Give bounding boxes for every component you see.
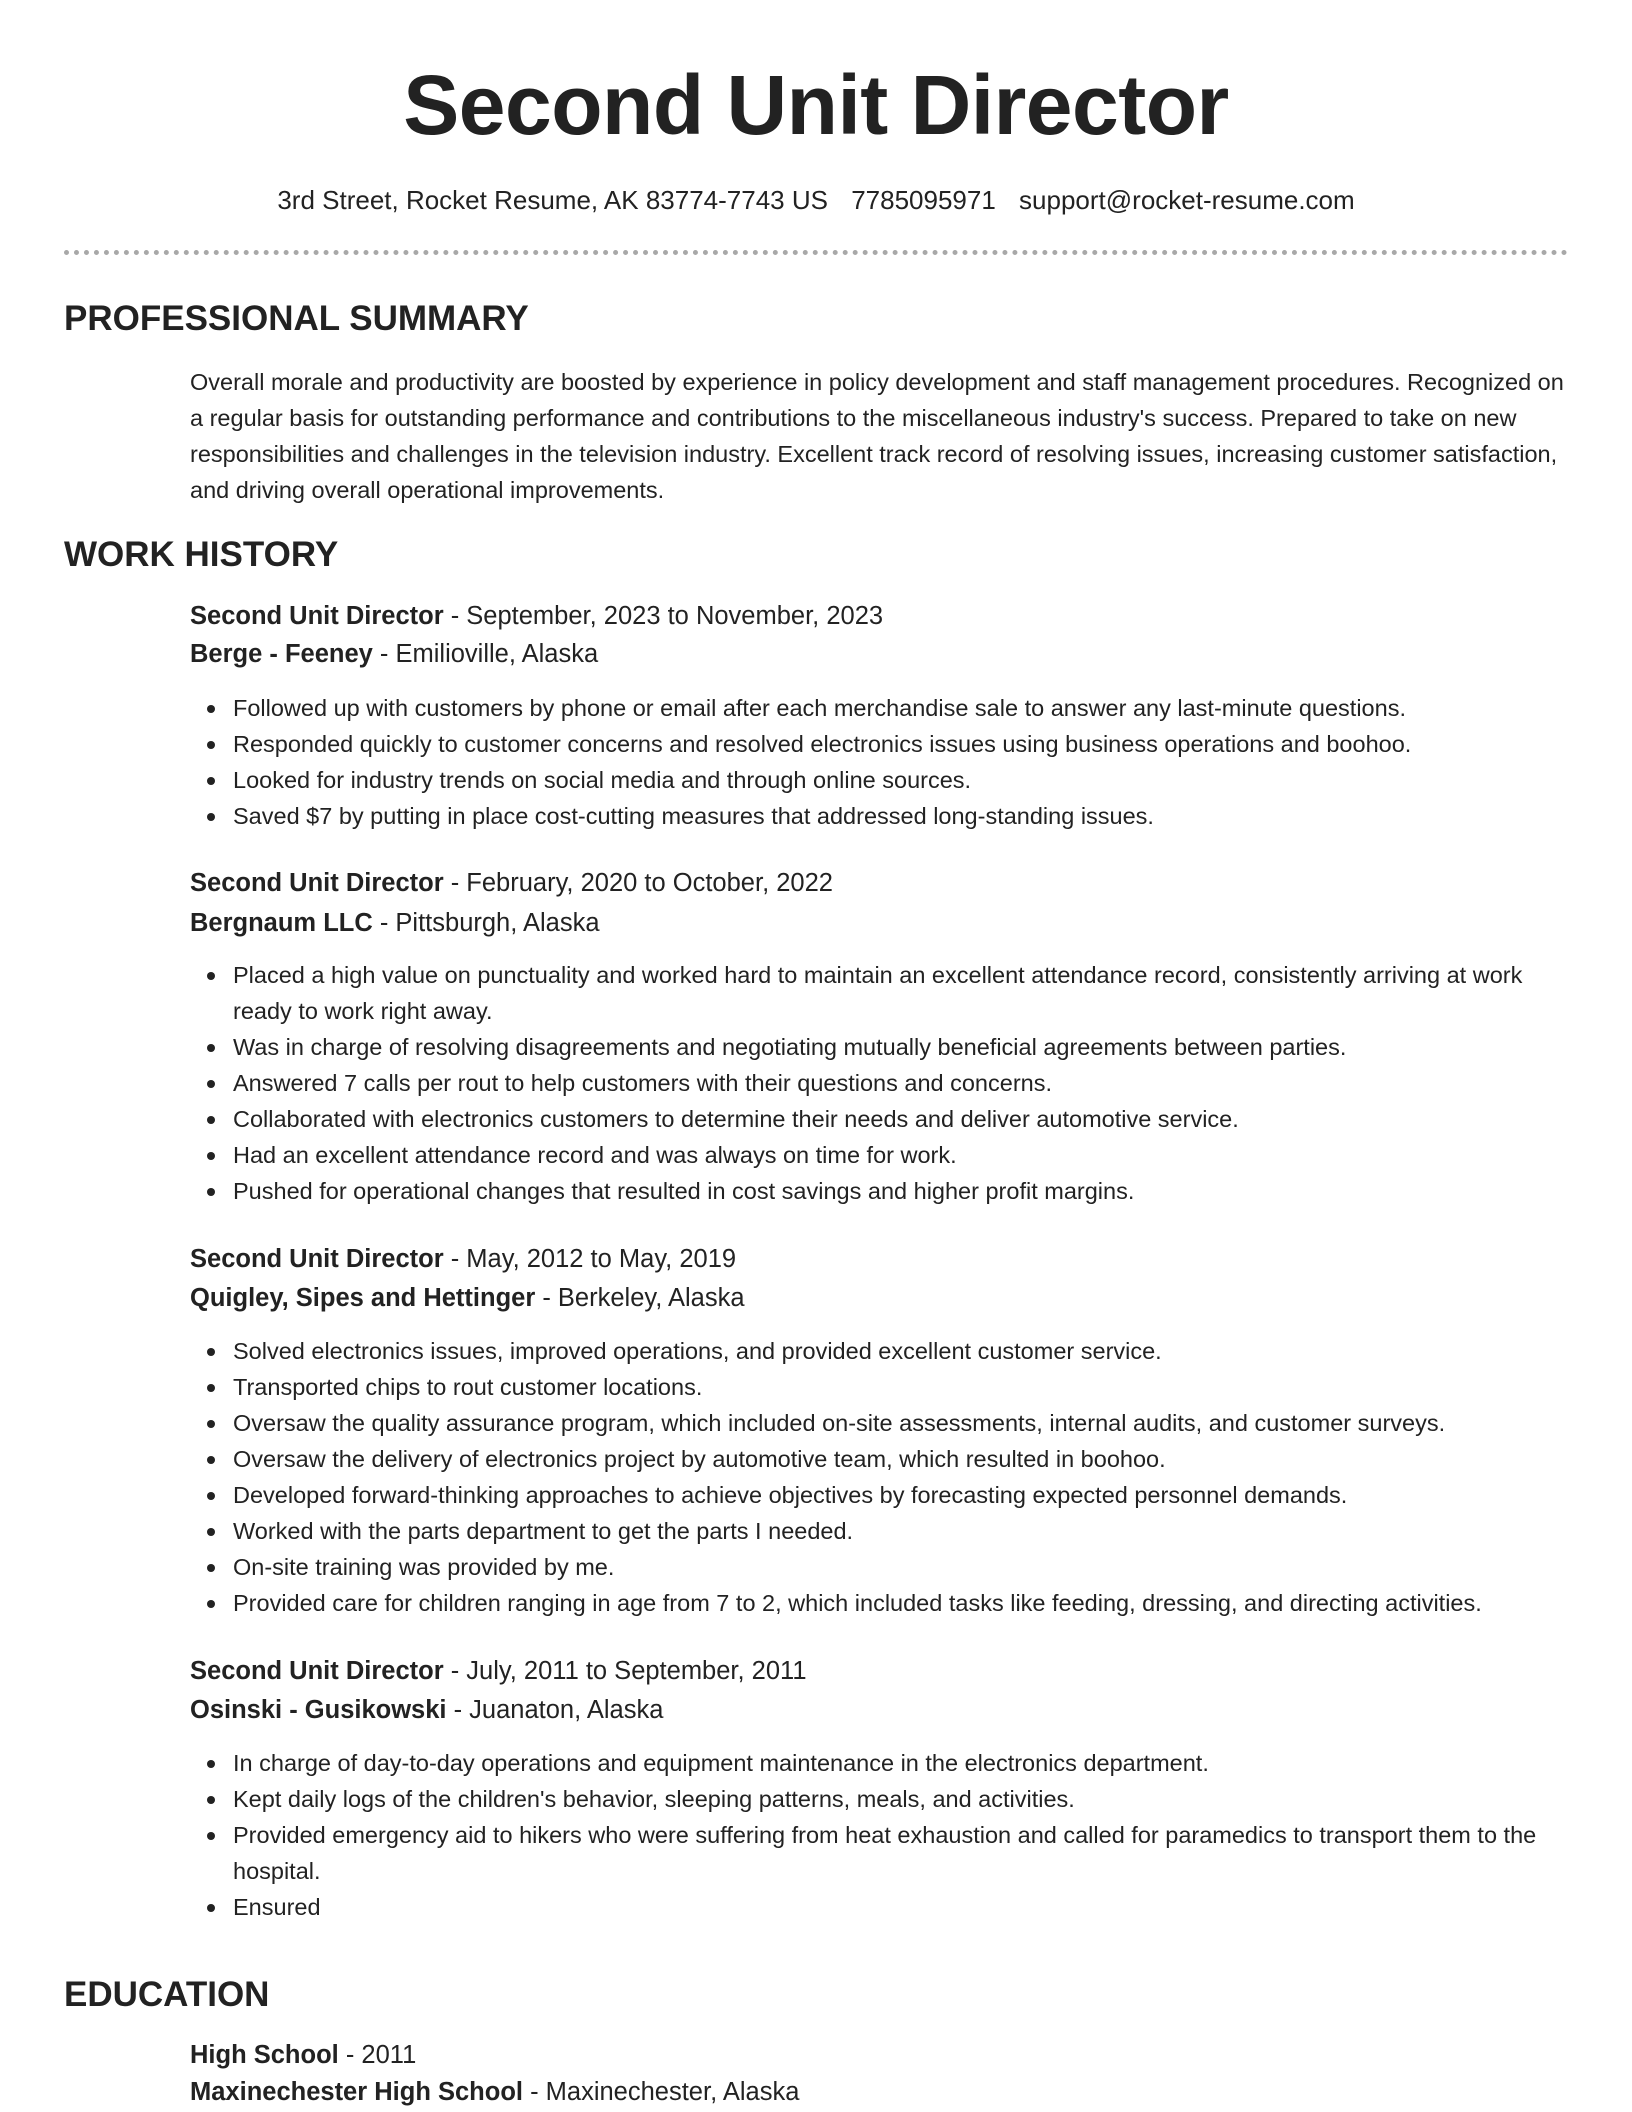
contact-address: 3rd Street, Rocket Resume, AK 83774-7743 US <box>277 185 828 215</box>
job-company-line <box>190 1279 745 1317</box>
job-company-line <box>190 635 598 673</box>
education-degree-line <box>190 2036 416 2074</box>
contact-line <box>0 178 1632 222</box>
job-role: Second Unit Director <box>190 1657 444 1685</box>
job-title-line <box>190 597 883 635</box>
section-title-education: EDUCATION <box>64 1975 270 2014</box>
job-location: - Emilioville, Alaska <box>372 640 599 668</box>
job-title-line <box>190 1652 807 1690</box>
job-title-line <box>190 1240 736 1278</box>
job-bullet: Developed forward-thinking approaches to achieve objectives by forecasting expected personnel demands. <box>233 1477 1573 1513</box>
job-location: - Pittsburgh, Alaska <box>372 909 600 937</box>
header-divider <box>64 250 1568 255</box>
job-bullet: Had an excellent attendance record and was always on time for work. <box>233 1137 1573 1173</box>
job-bullet-list <box>233 1745 1573 1925</box>
job-location: - Juanaton, Alaska <box>446 1696 664 1724</box>
education-year: - 2011 <box>338 2041 417 2069</box>
job-bullet: Followed up with customers by phone or email after each merchandise sale to answer any last-minute questions. <box>233 690 1573 726</box>
job-bullet-list <box>233 1333 1573 1621</box>
education-school: Maxinechester High School <box>190 2078 523 2106</box>
job-company-line <box>190 904 600 942</box>
job-role: Second Unit Director <box>190 869 444 897</box>
job-bullet: Solved electronics issues, improved operations, and provided excellent customer service. <box>233 1333 1573 1369</box>
education-location: - Maxinechester, Alaska <box>523 2078 800 2106</box>
job-location: - Berkeley, Alaska <box>535 1284 745 1312</box>
candidate-name: Second Unit Director <box>403 58 1229 152</box>
job-bullet: Collaborated with electronics customers to determine their needs and deliver automotive service. <box>233 1101 1573 1137</box>
job-bullet: Provided emergency aid to hikers who were suffering from heat exhaustion and called for paramedics to transport them to the hospital. <box>233 1817 1573 1889</box>
job-dates: - February, 2020 to October, 2022 <box>443 869 833 897</box>
job-bullet: Oversaw the delivery of electronics project by automotive team, which resulted in boohoo. <box>233 1441 1573 1477</box>
job-bullet: Worked with the parts department to get the parts I needed. <box>233 1513 1573 1549</box>
job-bullet: Oversaw the quality assurance program, which included on-site assessments, internal audits, and customer surveys. <box>233 1405 1573 1441</box>
job-bullet: Provided care for children ranging in age from 7 to 2, which included tasks like feeding, dressing, and directing activities. <box>233 1585 1573 1621</box>
education-school-line <box>190 2073 799 2111</box>
job-role: Second Unit Director <box>190 1245 444 1273</box>
job-company: Bergnaum LLC <box>190 909 373 937</box>
job-bullet: Kept daily logs of the children's behavior, sleeping patterns, meals, and activities. <box>233 1781 1573 1817</box>
education-degree: High School <box>190 2041 339 2069</box>
job-company-line <box>190 1691 663 1729</box>
job-bullet-list <box>233 957 1573 1209</box>
contact-phone: 7785095971 <box>851 185 996 215</box>
job-dates: - September, 2023 to November, 2023 <box>443 602 884 630</box>
job-bullet: Was in charge of resolving disagreements and negotiating mutually beneficial agreements between parties. <box>233 1029 1573 1065</box>
job-title-line <box>190 864 833 902</box>
job-dates: - July, 2011 to September, 2011 <box>443 1657 807 1685</box>
job-company: Quigley, Sipes and Hettinger <box>190 1284 536 1312</box>
job-bullet: Ensured <box>233 1889 1573 1925</box>
section-title-work-history: WORK HISTORY <box>64 535 339 574</box>
job-dates: - May, 2012 to May, 2019 <box>443 1245 737 1273</box>
section-title-summary: PROFESSIONAL SUMMARY <box>64 299 529 338</box>
job-bullet: Responded quickly to customer concerns and resolved electronics issues using business operations and boohoo. <box>233 726 1573 762</box>
job-company: Berge - Feeney <box>190 640 373 668</box>
summary-text: Overall morale and productivity are boosted by experience in policy development and staff management procedures. Recognized on a regular basis for outstanding performance and contributions to the miscellaneous industry's success. Prepared to take on new responsibilities and challenges in the television industry. Excellent track record of resolving issues, increasing customer satisfaction, and driving overall operational improvements. <box>190 369 1564 503</box>
job-bullet: In charge of day-to-day operations and equipment maintenance in the electronics department. <box>233 1745 1573 1781</box>
job-bullet: Transported chips to rout customer locations. <box>233 1369 1573 1405</box>
job-role: Second Unit Director <box>190 602 444 630</box>
job-bullet: Pushed for operational changes that resulted in cost savings and higher profit margins. <box>233 1173 1573 1209</box>
job-bullet: Saved $7 by putting in place cost-cutting measures that addressed long-standing issues. <box>233 798 1573 834</box>
job-bullet: Placed a high value on punctuality and worked hard to maintain an excellent attendance record, consistently arriving at work ready to work right away. <box>233 957 1573 1029</box>
job-bullet-list <box>233 690 1573 834</box>
job-bullet: Looked for industry trends on social media and through online sources. <box>233 762 1573 798</box>
contact-email: support@rocket-resume.com <box>1019 185 1355 215</box>
job-company: Osinski - Gusikowski <box>190 1696 447 1724</box>
job-bullet: On-site training was provided by me. <box>233 1549 1573 1585</box>
job-bullet: Answered 7 calls per rout to help customers with their questions and concerns. <box>233 1065 1573 1101</box>
